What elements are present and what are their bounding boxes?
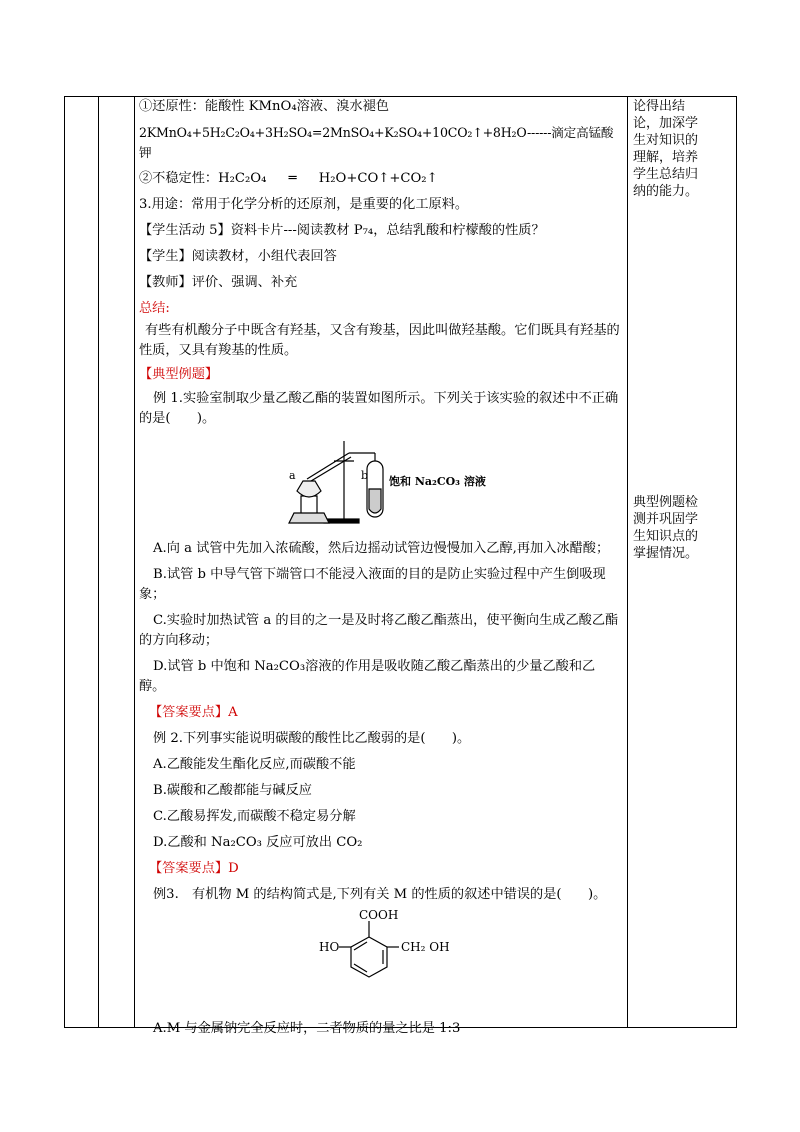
example-2-option-c: C.乙酸易挥发,而碳酸不稳定易分解 <box>153 809 356 824</box>
typical-examples-title: 【典型例题】 <box>139 367 219 382</box>
example-1-option-a: A.向 a 试管中先加入浓硫酸，然后边摇动试管边慢慢加入乙醇,再加入冰醋酸； <box>153 541 610 556</box>
table-col-border-3 <box>134 96 135 1028</box>
note-summary-ability: 论得出结论，加深学生对知识的理解，培养学生总结归纳的能力。 <box>633 99 699 199</box>
student-activity-5: 【学生活动 5】资料卡片---阅读教材 P₇₄，总结乳酸和柠檬酸的性质？ <box>139 223 545 238</box>
summary-label: 总结: <box>139 301 170 316</box>
esterification-apparatus-figure <box>139 431 621 531</box>
instability-equation <box>139 169 621 189</box>
table-col-border-1 <box>64 96 65 1028</box>
table-col-border-2 <box>98 96 99 1028</box>
student-line: 【学生】阅读教材，小组代表回答 <box>139 249 337 264</box>
example-1-question: 例 1.实验室制取少量乙酸乙酯的装置如图所示。下列关于该实验的叙述中不正确的是( )。 <box>139 391 619 426</box>
reducing-property: ①还原性：能酸性 KMnO₄溶液、溴水褪色 <box>139 99 389 114</box>
table-col-border-4 <box>627 96 628 1028</box>
usage-line: 3.用途：常用于化学分析的还原剂，是重要的化工原料。 <box>139 197 469 212</box>
lesson-content <box>139 96 621 1039</box>
struct-ho: HO <box>319 940 340 954</box>
summary-text: 有些有机酸分子中既含有羟基，又含有羧基，因此叫做羟基酸。它们既具有羟基的性质，又具有羧基的性质。 <box>139 323 620 358</box>
example-2-answer <box>139 859 621 879</box>
redox-equation: 2KMnO₄+5H₂C₂O₄+3H₂SO₄=2MnSO₄+K₂SO₄+10CO₂↑+8H₂O------滴定高锰酸钾 <box>139 125 614 160</box>
figure-label-b: b <box>361 469 369 482</box>
example-2-option-a: A.乙酸能发生酯化反应,而碳酸不能 <box>153 757 356 772</box>
equals-sign: ═ <box>288 171 297 186</box>
struct-cooh: COOH <box>359 908 399 922</box>
example-3-question: 例3. 有机物 M 的结构简式是,下列有关 M 的性质的叙述中错误的是( )。 <box>153 887 607 902</box>
example-1-answer <box>139 703 621 723</box>
example-1-option-b: B.试管 b 中导气管下端管口不能浸入液面的目的是防止实验过程中产生倒吸现象； <box>139 567 606 602</box>
example-2-option-b: B.碳酸和乙酸都能与碱反应 <box>153 783 312 798</box>
compound-m-structure <box>139 907 621 1011</box>
instability-reactant: ②不稳定性：H₂C₂O₄ <box>139 171 267 186</box>
teaching-notes-column <box>633 98 709 562</box>
example-2-option-d: D.乙酸和 Na₂CO₃ 反应可放出 CO₂ <box>153 835 363 850</box>
struct-ch2oh: CH₂ OH <box>401 940 450 954</box>
figure-label-a: a <box>289 469 296 482</box>
instability-products: H₂O+CO↑+CO₂↑ <box>318 171 438 186</box>
example-3-option-a: A.M 与金属钠完全反应时，二者物质的量之比是 1:3 <box>153 1021 461 1036</box>
example-1-option-c: C.实验时加热试管 a 的目的之一是及时将乙酸乙酯蒸出，使平衡向生成乙酸乙酯的方向移动； <box>139 613 619 648</box>
teacher-line: 【教师】评价、强调、补充 <box>139 275 298 290</box>
example-1-answer-value: A <box>228 705 238 720</box>
example-2-answer-label: 【答案要点】 <box>149 861 229 876</box>
note-example-check: 典型例题检测并巩固学生知识点的掌握情况。 <box>633 495 699 561</box>
example-1-answer-label: 【答案要点】 <box>149 705 229 720</box>
table-col-border-5 <box>736 96 737 1028</box>
example-1-option-d: D.试管 b 中饱和 Na₂CO₃溶液的作用是吸收随乙酸乙酯蒸出的少量乙酸和乙醇。 <box>139 659 596 694</box>
example-2-answer-value: D <box>228 861 239 876</box>
example-2-question: 例 2.下列事实能说明碳酸的酸性比乙酸弱的是( )。 <box>153 731 471 746</box>
figure-caption: 饱和 Na₂CO₃ 溶液 <box>389 475 486 488</box>
